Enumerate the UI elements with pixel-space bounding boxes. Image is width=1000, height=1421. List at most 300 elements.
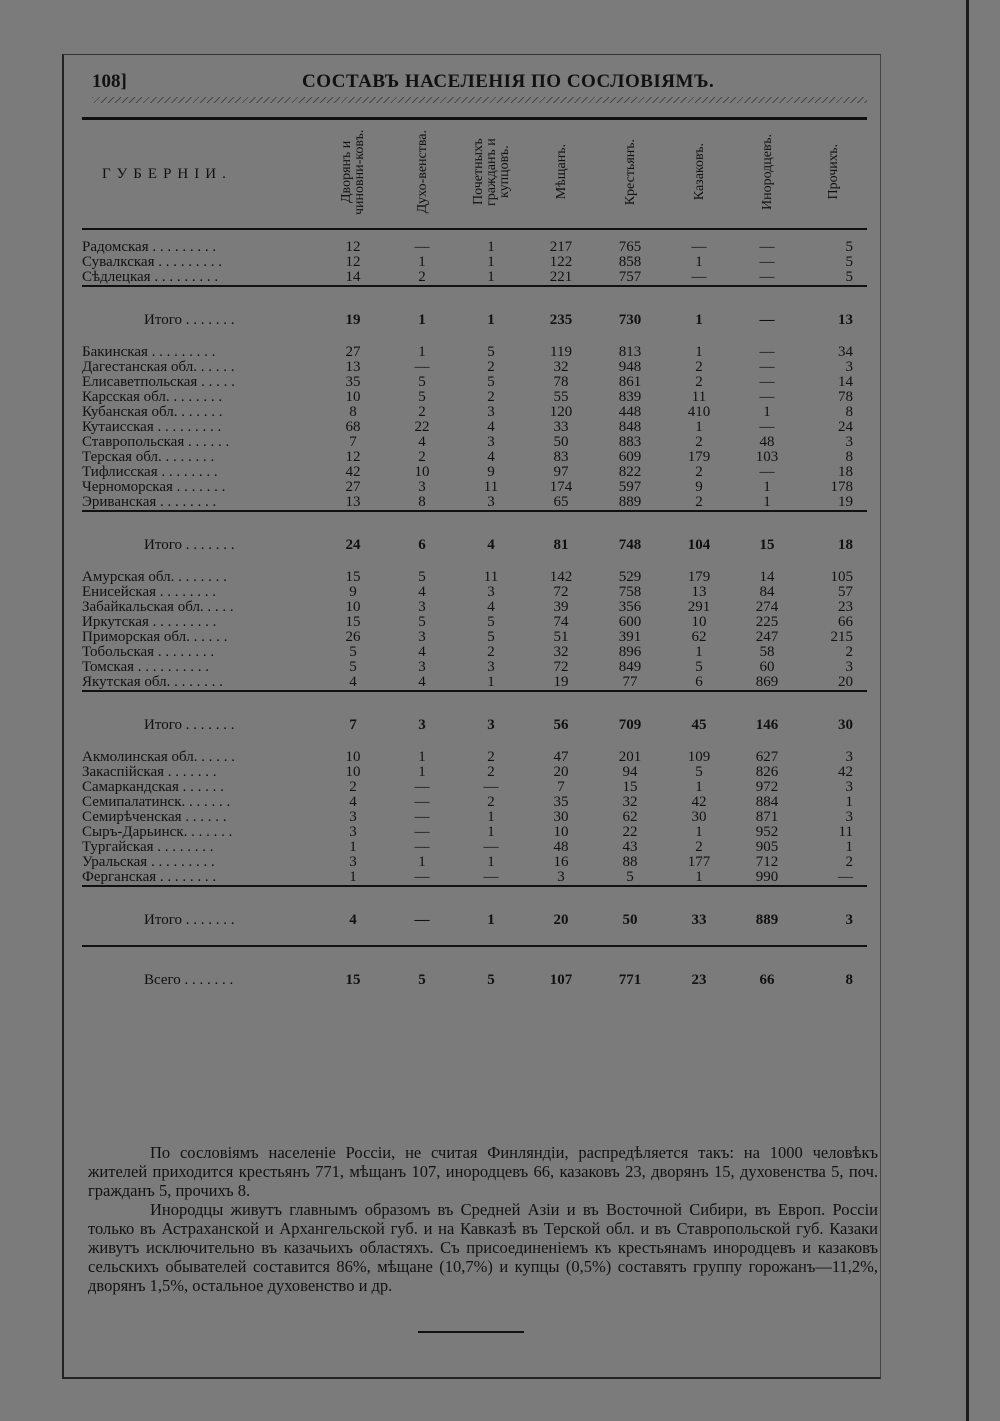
row-spacer xyxy=(82,995,867,1005)
table-cell: 2 xyxy=(487,359,495,375)
table-cell: 84 xyxy=(759,584,775,600)
table-cell: 839 xyxy=(618,389,642,405)
table-cell: 1 xyxy=(695,311,703,328)
table-row xyxy=(82,780,867,795)
table-cell: 765 xyxy=(618,239,642,255)
total-label: Итого . . . . . . . xyxy=(144,911,235,928)
table-cell: — xyxy=(691,239,707,255)
table-cell: 529 xyxy=(618,569,642,585)
table-cell: 1 xyxy=(487,854,495,870)
table-cell: 4 xyxy=(487,419,495,435)
gubernia-name: Самаркандская . . . . . . xyxy=(82,779,224,795)
table-cell: 1 xyxy=(487,911,495,928)
table-cell: 5 xyxy=(487,629,495,645)
table-cell: 33 xyxy=(691,911,707,928)
table-cell: 11 xyxy=(838,824,853,840)
table-cell: 15 xyxy=(345,569,361,585)
table-cell: 66 xyxy=(838,614,853,630)
commentary-paragraph-1: По сословіямъ населеніе Россіи, не считая Финляндіи, распредѣляется такъ: на 1000 человѣкъ жителей приходится крестьянъ 771, мѣщанъ 107, инородцевъ 66, казаковъ 23, дворянъ 15, духовенства 5, поч. гражданъ 5, прочихъ 8. xyxy=(88,1143,878,1200)
table-cell: 2 xyxy=(487,764,495,780)
table-cell: 11 xyxy=(483,569,499,585)
table-cell: 5 xyxy=(349,659,357,675)
table-cell: 1 xyxy=(695,824,703,840)
table-cell: 48 xyxy=(553,839,569,855)
table-cell: 9 xyxy=(349,584,357,600)
table-cell: 2 xyxy=(418,404,426,420)
table-cell: 39 xyxy=(553,599,569,615)
table-cell: 10 xyxy=(345,764,361,780)
table-cell: 1 xyxy=(349,869,357,885)
table-cell: 35 xyxy=(553,794,569,810)
table-cell: 4 xyxy=(418,584,426,600)
table-cell: 1 xyxy=(695,644,703,660)
table-cell: 3 xyxy=(845,434,853,450)
table-cell: 22 xyxy=(622,824,638,840)
table-cell: 7 xyxy=(349,716,357,733)
table-cell: 88 xyxy=(622,854,638,870)
table-cell: 1 xyxy=(845,794,853,810)
table-cell: — xyxy=(759,311,775,328)
group-rule xyxy=(82,511,867,530)
table-cell: 1 xyxy=(418,854,426,870)
gubernia-name: Акмолинская обл. . . . . . xyxy=(82,749,235,765)
table-cell: 3 xyxy=(487,584,495,600)
table-cell: 861 xyxy=(618,374,642,390)
table-cell: — xyxy=(414,794,430,810)
table-cell: 3 xyxy=(349,824,357,840)
table-cell: 35 xyxy=(345,374,361,390)
gubernia-name: Черноморская . . . . . . . xyxy=(82,479,226,495)
gubernia-name: Сѣдлецкая . . . . . . . . . xyxy=(82,269,219,285)
table-cell: 81 xyxy=(553,536,569,553)
table-cell: 19 xyxy=(838,494,853,510)
table-cell: 2 xyxy=(349,779,357,795)
column-header-meshchan: Мѣщанъ. xyxy=(526,119,596,230)
table-cell: 826 xyxy=(755,764,779,780)
table-cell: 4 xyxy=(487,449,495,465)
table-cell: — xyxy=(483,779,499,795)
table-cell: 6 xyxy=(418,536,426,553)
commentary-paragraph-2: Инородцы живутъ главнымъ образомъ въ Средней Азіи и въ Восточной Сибири, въ Европ. Россіи только въ Астраханской и Архангельской губ. и на Кавказѣ въ Терской обл. и въ Ставропольской губ. Казаки живутъ исключительно въ казачьихъ областяхъ. Съ присоединеніемъ къ крестьянамъ инородцевъ и казаковъ сельскихъ обывателей составится 86%, мѣщане (10,7%) и купцы (0,5%) составятъ группу горожанъ—11,2%, дворянъ 1,5%, остальное духовенство и др. xyxy=(88,1200,878,1295)
table-cell: 26 xyxy=(345,629,361,645)
gubernia-name: Ферганская . . . . . . . . xyxy=(82,869,217,885)
table-cell: 291 xyxy=(687,599,711,615)
table-cell: — xyxy=(759,254,775,270)
table-row xyxy=(82,660,867,675)
gubernia-name: Елисаветпольская . . . . . xyxy=(82,374,235,390)
table-cell: 3 xyxy=(845,911,853,928)
table-cell: — xyxy=(691,269,707,285)
row-spacer xyxy=(82,935,867,946)
table-cell: 2 xyxy=(487,749,495,765)
table-cell: 2 xyxy=(487,389,495,405)
table-cell: 1 xyxy=(349,839,357,855)
table-row xyxy=(82,450,867,465)
table-row xyxy=(82,585,867,600)
table-header-row xyxy=(82,119,867,230)
table-cell: 10 xyxy=(553,824,569,840)
gubernia-name: Амурская обл. . . . . . . . xyxy=(82,569,227,585)
table-cell: — xyxy=(759,344,775,360)
table-cell: 68 xyxy=(345,419,361,435)
table-cell: 609 xyxy=(618,449,642,465)
table-cell: 32 xyxy=(622,794,638,810)
table-cell: 848 xyxy=(618,419,642,435)
table-cell: 771 xyxy=(618,971,642,988)
group-rule xyxy=(82,886,867,905)
table-cell: 3 xyxy=(418,479,426,495)
table-cell: 1 xyxy=(418,344,426,360)
table-row xyxy=(82,675,867,691)
table-cell: 948 xyxy=(618,359,642,375)
table-cell: 2 xyxy=(695,374,703,390)
table-cell: 1 xyxy=(695,254,703,270)
table-row xyxy=(82,345,867,360)
table-row xyxy=(82,750,867,765)
table-cell: 74 xyxy=(553,614,569,630)
table-cell: 10 xyxy=(691,614,707,630)
gubernia-name: Сыръ-Дарьинск. . . . . . . xyxy=(82,824,233,840)
table-cell: 146 xyxy=(755,716,779,733)
table-cell: 889 xyxy=(755,911,779,928)
table-cell: 55 xyxy=(553,389,569,405)
table-cell: 3 xyxy=(487,716,495,733)
gubernia-name: Терская обл. . . . . . . . xyxy=(82,449,215,465)
table-cell: 3 xyxy=(845,749,853,765)
table-cell: 215 xyxy=(830,629,853,645)
table-cell: 274 xyxy=(755,599,779,615)
table-cell: 179 xyxy=(687,569,711,585)
decorative-wavy-rule xyxy=(92,97,867,103)
table-cell: 1 xyxy=(845,839,853,855)
table-cell: 8 xyxy=(349,404,357,420)
table-cell: 3 xyxy=(557,869,565,885)
table-cell: 19 xyxy=(553,674,569,690)
table-row xyxy=(82,255,867,270)
table-cell: 13 xyxy=(838,311,853,328)
table-cell: 32 xyxy=(553,644,569,660)
table-cell: 5 xyxy=(418,614,426,630)
table-row xyxy=(82,375,867,390)
column-header-prochikh: Прочихъ. xyxy=(800,119,867,230)
table-cell: 813 xyxy=(618,344,642,360)
table-cell: 104 xyxy=(687,536,711,553)
table-cell: — xyxy=(414,359,430,375)
table-cell: 217 xyxy=(549,239,573,255)
table-row xyxy=(82,270,867,286)
table-cell: 1 xyxy=(487,239,495,255)
gubernia-name: Приморская обл. . . . . . xyxy=(82,629,228,645)
table-cell: 16 xyxy=(553,854,569,870)
table-cell: 3 xyxy=(845,779,853,795)
table-cell: 7 xyxy=(349,434,357,450)
table-cell: 712 xyxy=(755,854,779,870)
table-cell: 1 xyxy=(763,494,771,510)
table-cell: — xyxy=(414,779,430,795)
total-label: Итого . . . . . . . xyxy=(144,716,235,733)
table-cell: 757 xyxy=(618,269,642,285)
table-row xyxy=(82,390,867,405)
gubernia-name: Карсская обл. . . . . . . . xyxy=(82,389,223,405)
population-table xyxy=(82,117,867,1005)
table-cell: 1 xyxy=(487,674,495,690)
gubernia-name: Ставропольская . . . . . . xyxy=(82,434,230,450)
table-cell: 62 xyxy=(622,809,638,825)
table-cell: 1 xyxy=(487,254,495,270)
total-label: Итого . . . . . . . xyxy=(144,311,235,328)
table-cell: 2 xyxy=(845,854,853,870)
table-cell: — xyxy=(759,419,775,435)
table-cell: 4 xyxy=(487,536,495,553)
table-cell: 8 xyxy=(845,449,853,465)
table-cell: 4 xyxy=(487,599,495,615)
table-cell: 14 xyxy=(759,569,775,585)
table-cell: 97 xyxy=(553,464,569,480)
table-cell: 12 xyxy=(345,254,361,270)
gubernia-name: Семипалатинск. . . . . . . xyxy=(82,794,231,810)
total-row xyxy=(82,305,867,335)
table-cell: — xyxy=(759,359,775,375)
gubernia-name: Тургайская . . . . . . . . xyxy=(82,839,214,855)
table-cell: 2 xyxy=(695,359,703,375)
table-cell: 3 xyxy=(418,659,426,675)
table-cell: — xyxy=(759,464,775,480)
table-cell: 13 xyxy=(345,359,361,375)
table-cell: 5 xyxy=(487,614,495,630)
table-cell: 72 xyxy=(553,584,569,600)
table-cell: 13 xyxy=(345,494,361,510)
column-header-dvoryan: Дворянъ и чиновни-ковъ. xyxy=(318,119,388,230)
group-rule xyxy=(82,946,867,965)
table-cell: 62 xyxy=(691,629,707,645)
gubernia-name: Эриванская . . . . . . . . xyxy=(82,494,217,510)
table-cell: 225 xyxy=(755,614,779,630)
table-cell: 822 xyxy=(618,464,642,480)
table-cell: 1 xyxy=(763,479,771,495)
table-cell: 11 xyxy=(691,389,707,405)
table-cell: 5 xyxy=(845,239,853,255)
table-cell: 952 xyxy=(755,824,779,840)
table-cell: 30 xyxy=(691,809,707,825)
table-cell: 10 xyxy=(414,464,430,480)
table-row xyxy=(82,840,867,855)
table-cell: 1 xyxy=(695,344,703,360)
table-cell: 4 xyxy=(418,674,426,690)
table-cell: 3 xyxy=(418,629,426,645)
table-cell: 50 xyxy=(553,434,569,450)
table-cell: 27 xyxy=(345,344,361,360)
table-cell: 24 xyxy=(838,419,853,435)
table-cell: 990 xyxy=(755,869,779,885)
table-cell: 2 xyxy=(487,644,495,660)
column-header-krestyan: Крестьянъ. xyxy=(596,119,664,230)
table-cell: 77 xyxy=(622,674,638,690)
table-cell: — xyxy=(414,809,430,825)
table-cell: 178 xyxy=(830,479,853,495)
table-cell: 12 xyxy=(345,449,361,465)
table-cell: — xyxy=(483,839,499,855)
table-cell: 2 xyxy=(418,449,426,465)
page-header xyxy=(92,71,872,99)
table-cell: 78 xyxy=(553,374,569,390)
table-cell: 42 xyxy=(838,764,853,780)
gubernia-name: Якутская обл. . . . . . . . xyxy=(82,674,223,690)
gubernia-name: Енисейская . . . . . . . . xyxy=(82,584,217,600)
table-row xyxy=(82,825,867,840)
table-cell: 869 xyxy=(755,674,779,690)
table-cell: 883 xyxy=(618,434,642,450)
table-cell: 83 xyxy=(553,449,569,465)
table-cell: 5 xyxy=(418,374,426,390)
table-cell: 1 xyxy=(763,404,771,420)
gubernia-name: Уральская . . . . . . . . . xyxy=(82,854,215,870)
table-cell: 142 xyxy=(549,569,573,585)
table-cell: — xyxy=(414,824,430,840)
table-cell: 4 xyxy=(349,674,357,690)
table-cell: 30 xyxy=(838,716,853,733)
table-cell: 15 xyxy=(622,779,638,795)
table-cell: 221 xyxy=(549,269,573,285)
page-number: 108] xyxy=(92,71,127,92)
table-cell: 50 xyxy=(622,911,638,928)
table-cell: 10 xyxy=(345,389,361,405)
table-cell: 33 xyxy=(553,419,569,435)
table-row xyxy=(82,600,867,615)
table-row xyxy=(82,495,867,511)
gubernia-name: Дагестанская обл. . . . . . xyxy=(82,359,235,375)
group-rule xyxy=(82,691,867,710)
table-cell: 23 xyxy=(691,971,707,988)
table-cell: 3 xyxy=(487,434,495,450)
table-cell: 1 xyxy=(487,311,495,328)
table-cell: — xyxy=(414,239,430,255)
table-cell: 8 xyxy=(845,404,853,420)
table-cell: 905 xyxy=(755,839,779,855)
table-cell: 45 xyxy=(691,716,707,733)
end-rule xyxy=(418,1331,524,1333)
column-header-dukhovenstva: Духо-венства. xyxy=(388,119,456,230)
table-cell: 600 xyxy=(618,614,642,630)
table-cell: 709 xyxy=(618,716,642,733)
gubernia-name: Иркутская . . . . . . . . . xyxy=(82,614,217,630)
table-cell: 2 xyxy=(695,464,703,480)
table-cell: 849 xyxy=(618,659,642,675)
table-cell: 103 xyxy=(755,449,779,465)
table-cell: 5 xyxy=(487,971,495,988)
table-cell: 3 xyxy=(418,716,426,733)
table-cell: 48 xyxy=(759,434,775,450)
table-row xyxy=(82,480,867,495)
table-cell: 889 xyxy=(618,494,642,510)
table-row xyxy=(82,240,867,255)
table-cell: 19 xyxy=(345,311,361,328)
table-cell: 20 xyxy=(553,764,569,780)
table-cell: 14 xyxy=(345,269,361,285)
page-edge-line xyxy=(966,0,969,1421)
table-cell: 8 xyxy=(418,494,426,510)
gubernia-name: Томская . . . . . . . . . . xyxy=(82,659,210,675)
total-label: Итого . . . . . . . xyxy=(144,536,235,553)
table-cell: — xyxy=(759,374,775,390)
table-cell: 3 xyxy=(487,404,495,420)
table-row xyxy=(82,630,867,645)
table-row xyxy=(82,810,867,825)
table-cell: 122 xyxy=(549,254,573,270)
commentary-text xyxy=(88,1143,878,1295)
table-cell: 4 xyxy=(349,794,357,810)
table-cell: 30 xyxy=(553,809,569,825)
column-header-gubernii: ГУБЕРНІИ. xyxy=(82,119,318,230)
table-cell: 8 xyxy=(845,971,853,988)
table-cell: 20 xyxy=(838,674,853,690)
table-row xyxy=(82,795,867,810)
table-cell: 4 xyxy=(418,434,426,450)
gubernia-name: Радомская . . . . . . . . . xyxy=(82,239,217,255)
table-cell: 3 xyxy=(487,494,495,510)
table-cell: — xyxy=(414,839,430,855)
table-cell: 356 xyxy=(618,599,642,615)
table-cell: — xyxy=(759,389,775,405)
table-cell: — xyxy=(483,869,499,885)
table-cell: 72 xyxy=(553,659,569,675)
table-cell: 5 xyxy=(845,269,853,285)
table-cell: — xyxy=(838,869,853,885)
table-row xyxy=(82,570,867,585)
total-label: Всего . . . . . . . xyxy=(144,971,234,988)
table-cell: 748 xyxy=(618,536,642,553)
table-cell: 174 xyxy=(549,479,573,495)
table-cell: 66 xyxy=(759,971,775,988)
table-cell: 15 xyxy=(345,614,361,630)
table-cell: 94 xyxy=(622,764,638,780)
table-cell: 1 xyxy=(418,311,426,328)
table-cell: 3 xyxy=(418,599,426,615)
table-cell: 6 xyxy=(695,674,703,690)
table-cell: 410 xyxy=(687,404,711,420)
total-row xyxy=(82,710,867,740)
table-cell: 177 xyxy=(687,854,711,870)
table-row xyxy=(82,615,867,630)
table-cell: 5 xyxy=(845,254,853,270)
table-cell: 627 xyxy=(755,749,779,765)
table-row xyxy=(82,765,867,780)
table-cell: 5 xyxy=(487,374,495,390)
page xyxy=(62,54,881,1379)
total-row xyxy=(82,905,867,935)
table-cell: 11 xyxy=(483,479,499,495)
table-cell: 3 xyxy=(845,809,853,825)
table-cell: 391 xyxy=(618,629,642,645)
table-cell: 871 xyxy=(755,809,779,825)
table-cell: 3 xyxy=(349,809,357,825)
table-row xyxy=(82,870,867,886)
table-cell: 10 xyxy=(345,749,361,765)
table-cell: 18 xyxy=(838,536,853,553)
gubernia-name: Кутаисская . . . . . . . . . xyxy=(82,419,222,435)
table-cell: 235 xyxy=(549,311,573,328)
table-row xyxy=(82,360,867,375)
table-cell: 1 xyxy=(695,779,703,795)
table-cell: 247 xyxy=(755,629,779,645)
table-cell: 10 xyxy=(345,599,361,615)
table-cell: 1 xyxy=(695,419,703,435)
column-header-kazakov: Казаковъ. xyxy=(664,119,734,230)
table-cell: 22 xyxy=(414,419,430,435)
table-cell: 12 xyxy=(345,239,361,255)
table-cell: 884 xyxy=(755,794,779,810)
table-cell: 23 xyxy=(838,599,853,615)
table-cell: 2 xyxy=(845,644,853,660)
